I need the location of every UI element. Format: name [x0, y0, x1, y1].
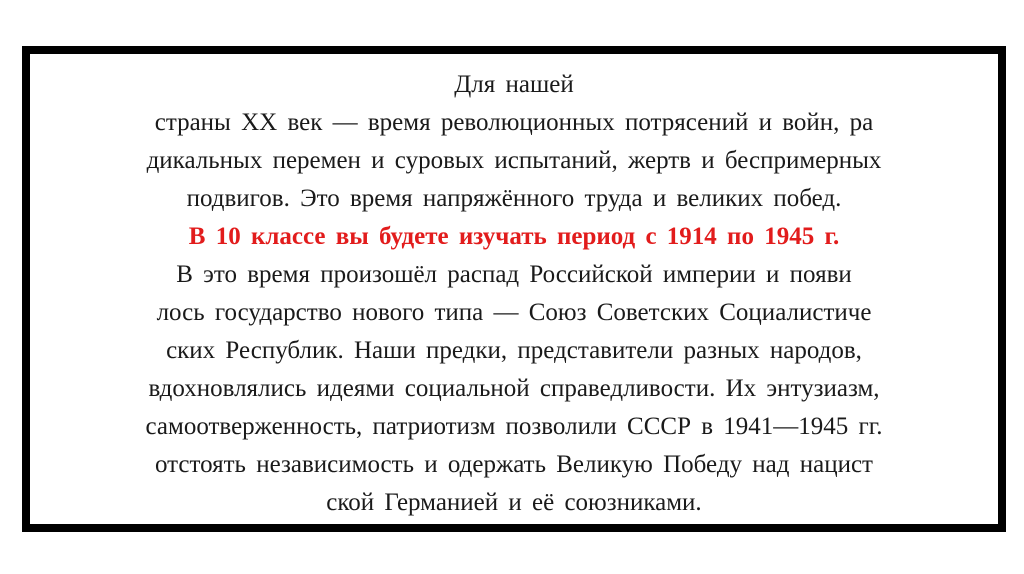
text-line-4: подвигов. Это время напряжённого труда и великих побед. — [186, 185, 842, 212]
slide-frame — [22, 46, 1006, 532]
text-line-8: ских Республик. Наши предки, представители разных народов, — [166, 337, 862, 364]
text-line-3: дикальных перемен и суровых испытаний, жертв и беспримерных — [146, 147, 882, 174]
text-line-1: Для нашей — [454, 71, 574, 98]
text-line-6: В это время произошёл распад Российской империи и появи — [176, 261, 852, 288]
slide-text — [30, 66, 998, 522]
text-line-2: страны XX век — время революционных потрясений и войн, ра — [154, 109, 874, 136]
text-line-11: отстоять независимость и одержать Великую Победу над нацист — [155, 451, 873, 478]
text-line-7: лось государство нового типа — Союз Советских Социалистиче — [156, 299, 872, 326]
text-line-9: вдохновлялись идеями социальной справедливости. Их энтузиазм, — [148, 375, 880, 402]
text-line-10: самоотверженность, патриотизм позволили СССР в 1941—1945 гг. — [145, 413, 883, 440]
text-line-12: ской Германией и её союзниками. — [326, 489, 702, 516]
highlighted-line: В 10 классе вы будете изучать период с 1914 по 1945 г. — [188, 223, 840, 250]
